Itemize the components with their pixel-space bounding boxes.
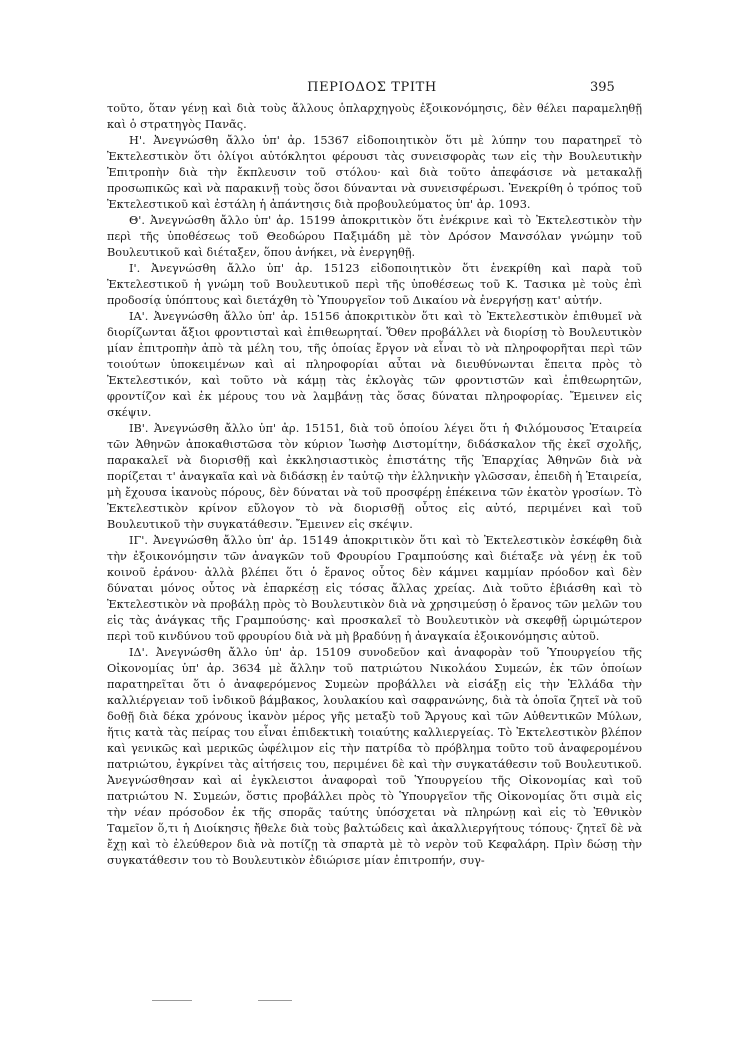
paragraph-item-ib: ΙΒ'. Ἀνεγνώσθη ἄλλο ὑπ' ἀρ. 15151, διὰ τοῦ ὁποίου λέγει ὅτι ἡ Φιλόμουσος Ἑταιρεία τῶν Ἀθηνῶν ἀποκαθιστῶσα τὸν κύριον Ἰωσὴφ Διστομίτην, διδάσκαλον τῆς ἐκεῖ σχολῆς, παρακαλεῖ νὰ διορισθῇ καὶ ἐκκλησιαστικὸς ἐπιστάτης τῆς Ἐπαρχίας Ἀθηνῶν διὰ νὰ πορίζεται τ' ἀναγκαῖα καὶ νὰ διδάσκῃ ἐν ταὐτῷ τὴν ἑλληνικὴν γλῶσσαν, ἐπειδὴ ἡ Ἑταιρεία, μὴ ἔχουσα ἱκανοὺς πόρους, δὲν δύναται νὰ τοῦ προσφέρῃ ἐπέκεινα τῶν ἑκατὸν γροσίων. Τὸ Ἐκτελεστικὸν κρίνον εὔλογον τὸ νὰ διορισθῇ οὗτος εἰς αὐτό, περιμένει καὶ τοῦ Βουλευτικοῦ τὴν συγκατάθεσιν. Ἔμεινεν εἰς σκέψιν. bbox=[107, 422, 642, 531]
body-text bbox=[107, 101, 642, 869]
footer-rule-right bbox=[258, 1000, 292, 1001]
paragraph-item-ia: ΙΑ'. Ἀνεγνώσθη ἄλλο ὑπ' ἀρ. 15156 ἀποκριτικὸν ὅτι καὶ τὸ Ἐκτελεστικὸν ἐπιθυμεῖ νὰ διορίζωνται ἄξιοι φροντισταὶ καὶ ἐπιθεωρηταί. Ὅθεν προβάλλει νὰ διορίσῃ τὸ Βουλευτικὸν μίαν ἐπιτροπὴν ἀπὸ τὰ μέλη του, τῆς ὁποίας ἔργον νὰ εἶναι τὸ νὰ πληροφορῆται περὶ τῶν τοιούτων ὑποκειμένων καὶ αἱ πληροφορίαι αὗται νὰ διευθύνωνται ἔπειτα πρὸς τὸ Ἐκτελεστικόν, καὶ τοῦτο νὰ κάμῃ τὰς ἐκλογὰς τῶν φροντιστῶν καὶ ἐπιθεωρητῶν, φροντίζον καὶ ἐκ μέρους του νὰ λαμβάνῃ τὰς ὅσας δύναται πληροφορίας. Ἔμεινεν εἰς σκέψιν. bbox=[107, 310, 642, 419]
paragraph-item-id: ΙΔ'. Ἀνεγνώσθη ἄλλο ὑπ' ἀρ. 15109 συνοδεῦον καὶ ἀναφορὰν τοῦ Ὑπουργείου τῆς Οἰκονομίας ὑπ' ἀρ. 3634 μὲ ἄλλην τοῦ πατριώτου Νικολάου Συμεών, ἐκ τῶν ὁποίων παρατηρεῖται ὅτι ὁ ἀναφερόμενος Συμεὼν προβάλλει νὰ εἰσάξῃ εἰς τὴν Ἑλλάδα τὴν καλλιέργειαν τοῦ ἰνδικοῦ βάμβακος, λουλακίου καὶ σαφρανώνης, διὰ τὰ ὁποῖα ζητεῖ νὰ τοῦ δοθῇ διὰ δέκα χρόνους ἱκανὸν μέρος γῆς μεταξὺ τοῦ Ἄργους καὶ τῶν Αὐθεντικῶν Μύλων, ἥτις κατὰ τὰς πείρας του εἶναι ἐπιδεκτικὴ τοιαύτης καλλιεργείας. Τὸ Ἐκτελεστικὸν βλέπον καὶ γενικῶς καὶ μερικῶς ὠφέλιμον εἰς τὴν πατρίδα τὸ πρόβλημα τοῦτο τοῦ ἀναφερομένου πατριώτου, ἐγκρίνει τὰς αἰτήσεις του, περιμένει δὲ καὶ τὴν συγκατάθεσιν τοῦ Βουλευτικοῦ. Ἀνεγνώσθησαν καὶ αἱ ἐγκλειστοι ἀναφοραὶ τοῦ Ὑπουργείου τῆς Οἰκονομίας καὶ τοῦ πατριώτου Ν. Συμεών, ὅστις προβάλλει πρὸς τὸ Ὑπουργεῖον τῆς Οἰκονομίας ὅτι σιμὰ εἰς τὴν νέαν πρόσοδον ἐκ τῆς σπορᾶς ταύτης ὑπόσχεται νὰ πληρώνῃ καὶ εἰς τὸ Ἐθνικὸν Ταμεῖον ὅ,τι ἡ Διοίκησις ἤθελε διὰ τοὺς βαλτώδεις καὶ ἀκαλλιεργήτους τόπους· ζητεῖ δὲ νὰ ἔχῃ καὶ τὸ ἐλεύθερον διὰ νὰ ποτίζῃ τὰ σπαρτὰ μὲ τὸ νερὸν τοῦ Κεφαλάρη. Πρὶν δώσῃ τὴν συγκατάθεσιν του τὸ Βουλευτικὸν ἐδιώρισε μίαν ἐπιτροπήν, συγ- bbox=[107, 646, 642, 867]
paragraph-item-ig: ΙΓ'. Ἀνεγνώσθη ἄλλο ὑπ' ἀρ. 15149 ἀποκριτικὸν ὅτι καὶ τὸ Ἐκτελεστικὸν ἐσκέφθη διὰ τὴν ἐξοικονόμησιν τῶν ἀναγκῶν τοῦ Φρουρίου Γραμπούσης καὶ διέταξε νὰ γένῃ ἐκ τοῦ κοινοῦ ἐράνου· ἀλλὰ βλέπει ὅτι ὁ ἔρανος οὗτος δὲν κάμνει καμμίαν πρόοδον καὶ δὲν δύναται μόνος οὗτος νὰ ἐπαρκέσῃ εἰς τόσας ἄλλας χρείας. Διὰ τοῦτο ἐβιάσθη καὶ τὸ Ἐκτελεστικὸν νὰ προβάλῃ πρὸς τὸ Βουλευτικὸν διὰ νὰ χρησιμεύσῃ ὁ ἔρανος τῶν μελῶν του εἰς τὰς ἀνάγκας τῆς Γραμπούσης· καὶ προσκαλεῖ τὸ Βουλευτικὸν νὰ σκεφθῇ ὡριμώτερον περὶ τοῦ κινδύνου τοῦ φρουρίου διὰ νὰ μὴ βραδύνῃ ἡ ἀναγκαία ἐξοικονόμησις αὐτοῦ. bbox=[107, 534, 642, 643]
page-number: 395 bbox=[590, 80, 615, 95]
footer-rule-left bbox=[152, 1000, 192, 1001]
paragraph-item-h: Η'. Ἀνεγνώσθη ἄλλο ὑπ' ἀρ. 15367 εἰδοποιητικὸν ὅτι μὲ λύπην του παρατηρεῖ τὸ Ἐκτελεστικὸν ὅτι ὀλίγοι αὐτόκλητοι φέρουσι τὰς συνεισφορὰς των εἰς τὴν Βουλευτικὴν Ἐπιτροπὴν διὰ τὴν ἔκπλευσιν τοῦ στόλου· καὶ διὰ τοῦτο ἀπεφάσισε νὰ μετακαλῇ προσωπικῶς καὶ νὰ παρακινῇ τοὺς ὅσοι δύνανται νὰ συνεισφέρωσι. Ἐνεκρίθη ὁ τρόπος τοῦ Ἐκτελεστικοῦ καὶ ἐστάλη ἡ ἀπάντησις διὰ προβουλεύματος ὑπ' ἀρ. 1093. bbox=[107, 134, 642, 211]
paragraph-item-i: Ι'. Ἀνεγνώσθη ἄλλο ὑπ' ἀρ. 15123 εἰδοποιητικὸν ὅτι ἐνεκρίθη καὶ παρὰ τοῦ Ἐκτελεστικοῦ ἡ γνώμη τοῦ Βουλευτικοῦ περὶ τῆς ὑποθέσεως τοῦ Κ. Τασικα μὲ τοὺς ἐπὶ προδοσίᾳ ὑπόπτους καὶ διετάχθη τὸ Ὑπουργεῖον τοῦ Δικαίου νὰ ἐνεργήσῃ κατ' αὐτήν. bbox=[107, 262, 642, 307]
running-header-title: ΠΕΡΙΟΔΟΣ ΤΡΙΤΗ bbox=[307, 80, 437, 95]
paragraph-continued: τοῦτο, ὅταν γένῃ καὶ διὰ τοὺς ἄλλους ὁπλαρχηγοὺς ἐξοικονόμησις, δὲν θέλει παραμεληθῇ καὶ ὁ στρατηγὸς Πανᾶς. bbox=[107, 102, 642, 131]
paragraph-item-th: Θ'. Ἀνεγνώσθη ἄλλο ὑπ' ἀρ. 15199 ἀποκριτικὸν ὅτι ἐνέκρινε καὶ τὸ Ἐκτελεστικὸν τὴν περὶ τῆς ὑποθέσεως τοῦ Θεοδώρου Παξιμάδη μὲ τὸν Δρόσον Μανσόλαν γνώμην τοῦ Βουλευτικοῦ καὶ διέταξεν, ὅπου ἀνήκει, νὰ ἐνεργηθῇ. bbox=[107, 214, 642, 259]
